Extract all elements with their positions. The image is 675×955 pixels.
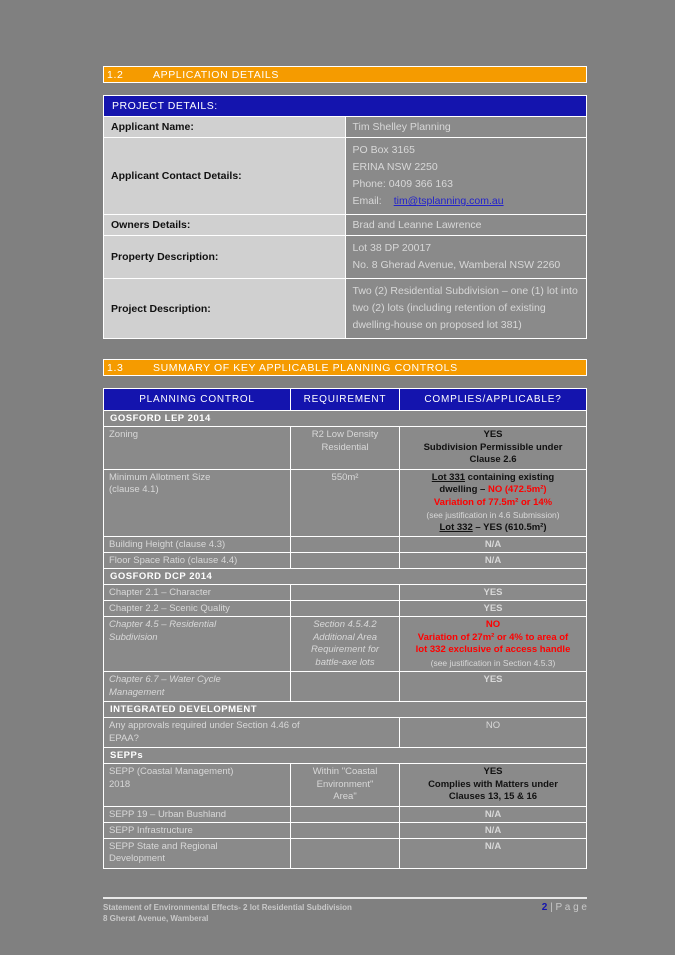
chapter-2-2-requirement xyxy=(291,601,400,617)
project-details-table xyxy=(103,95,587,339)
applicant-name-label: Applicant Name: xyxy=(104,117,346,138)
footer-document-title xyxy=(103,902,352,924)
project-details-header: PROJECT DETAILS: xyxy=(104,96,587,117)
group-row-dcp xyxy=(104,569,587,585)
lot-331-text: containing existing xyxy=(465,471,555,483)
table-row-zoning xyxy=(104,427,587,470)
chapter-2-1-control: Chapter 2.1 – Character xyxy=(104,585,291,601)
zoning-requirement xyxy=(291,427,400,470)
table-row-chapter-2-2 xyxy=(104,601,587,617)
min-allotment-complies-line-5 xyxy=(405,522,581,535)
dwelling-text: dwelling – xyxy=(439,484,488,495)
contact-po-box: PO Box 3165 xyxy=(352,144,415,156)
min-allotment-control-line-2: (clause 4.1) xyxy=(109,484,159,495)
min-allotment-complies xyxy=(400,469,587,537)
project-description-value xyxy=(345,279,587,339)
chapter-4-5-justification: (see justification in Section 4.5.3) xyxy=(430,657,556,668)
owners-value: Brad and Leanne Lawrence xyxy=(345,215,587,236)
sepp-coastal-status: YES xyxy=(483,766,503,777)
chapter-6-7-complies: YES xyxy=(400,672,587,702)
sepp-coastal-control xyxy=(104,764,291,807)
sepp-state-control-line-1: SEPP State and Regional xyxy=(109,840,218,852)
min-allotment-justification: (see justification in 4.6 Submission) xyxy=(426,510,560,520)
email-label: Email: xyxy=(352,195,382,207)
fsr-control: Floor Space Ratio (clause 4.4) xyxy=(104,553,291,569)
sepp-state-control-line-2: Development xyxy=(109,853,165,864)
table-row-min-allotment xyxy=(104,469,587,537)
chapter-4-5-req-line-1: Section 4.5.4.2 xyxy=(313,619,377,630)
integrated-approvals-control xyxy=(104,718,400,748)
project-desc-line-2: two (2) lots (including retention of existing xyxy=(352,302,546,314)
integrated-approvals-complies: NO xyxy=(400,718,587,748)
chapter-4-5-variation-line-2: lot 332 exclusive of access handle xyxy=(415,644,571,655)
lot-331-status: NO (472.5m²) xyxy=(487,484,547,495)
sepp-coastal-control-line-2: 2018 xyxy=(109,778,131,790)
group-row-integrated xyxy=(104,702,587,718)
integrated-approvals-line-2: EPAA? xyxy=(109,732,139,744)
sepp-state-control xyxy=(104,838,291,868)
zoning-complies-line-3: Clause 2.6 xyxy=(469,454,517,465)
sepp-state-requirement xyxy=(291,838,400,868)
email-link[interactable]: tim@tsplanning.com.au xyxy=(393,195,504,207)
sepp-19-complies: N/A xyxy=(400,806,587,822)
footer-line-2: 8 Gherat Avenue, Wamberal xyxy=(103,914,209,923)
table-row-chapter-4-5 xyxy=(104,617,587,672)
property-lot: Lot 38 DP 20017 xyxy=(352,242,432,254)
sepp-coastal-requirement xyxy=(291,764,400,807)
sepp-state-complies: N/A xyxy=(400,838,587,868)
chapter-4-5-control-line-2: Subdivision xyxy=(109,631,158,643)
zoning-complies-line-2: Subdivision Permissible under xyxy=(423,441,563,453)
page-content xyxy=(103,66,587,869)
lot-332-status: – YES (610.5m²) xyxy=(472,521,547,533)
table-row-project-description xyxy=(104,279,587,339)
contact-phone: Phone: 0409 366 163 xyxy=(352,178,453,190)
zoning-control: Zoning xyxy=(104,427,291,470)
table-row-building-height xyxy=(104,537,587,553)
section-number-2: 1.3 xyxy=(107,361,124,374)
chapter-6-7-requirement xyxy=(291,672,400,702)
table-row-chapter-2-1 xyxy=(104,585,587,601)
project-details-header-row xyxy=(104,96,587,117)
chapter-6-7-control-line-1: Chapter 6.7 – Water Cycle xyxy=(109,674,221,685)
chapter-4-5-control xyxy=(104,617,291,672)
sepp-19-control: SEPP 19 – Urban Bushland xyxy=(104,806,291,822)
group-label-integrated: INTEGRATED DEVELOPMENT xyxy=(104,702,587,718)
min-allotment-complies-line-2 xyxy=(405,484,581,497)
page-footer xyxy=(103,897,587,924)
integrated-approvals-line-1: Any approvals required under Section 4.46 of xyxy=(109,720,300,731)
sepp-infrastructure-requirement xyxy=(291,822,400,838)
property-description-label: Property Description: xyxy=(104,236,346,279)
table-row-property xyxy=(104,236,587,279)
section-heading-planning-controls xyxy=(103,359,587,376)
fsr-complies: N/A xyxy=(400,553,587,569)
group-row-sepps xyxy=(104,748,587,764)
property-address: No. 8 Gherad Avenue, Wamberal NSW 2260 xyxy=(352,259,561,271)
chapter-2-2-complies: YES xyxy=(400,601,587,617)
min-allotment-control xyxy=(104,469,291,537)
chapter-4-5-req-line-2: Additional Area xyxy=(312,631,378,643)
group-row-lep xyxy=(104,411,587,427)
chapter-6-7-control-line-2: Management xyxy=(109,686,165,698)
project-description-label: Project Description: xyxy=(104,279,346,339)
fsr-requirement xyxy=(291,553,400,569)
chapter-2-1-requirement xyxy=(291,585,400,601)
sepp-coastal-note-line-2: Clauses 13, 15 & 16 xyxy=(448,791,538,802)
sepp-coastal-note-line-1: Complies with Matters under xyxy=(428,778,558,790)
lot-332-label: Lot 332 xyxy=(439,521,473,533)
project-desc-line-3: dwelling-house on proposed lot 381) xyxy=(352,319,522,331)
table-row-applicant-name xyxy=(104,117,587,138)
property-description-value xyxy=(345,236,587,279)
chapter-4-5-control-line-1: Chapter 4.5 – Residential xyxy=(109,619,217,630)
chapter-4-5-complies xyxy=(400,617,587,672)
sepp-infrastructure-complies: N/A xyxy=(400,822,587,838)
building-height-complies: N/A xyxy=(400,537,587,553)
section-title-2: SUMMARY OF KEY APPLICABLE PLANNING CONTROLS xyxy=(153,361,458,374)
sepp-coastal-req-line-2: Environment" xyxy=(316,778,374,790)
contact-email-row xyxy=(353,193,580,210)
page-label: | P a g e xyxy=(550,902,587,913)
zoning-complies-line-1: YES xyxy=(483,429,503,440)
chapter-6-7-control xyxy=(104,672,291,702)
section-heading-application-details xyxy=(103,66,587,83)
controls-header-row xyxy=(104,389,587,411)
section-title: APPLICATION DETAILS xyxy=(153,68,279,81)
page-number: 2 xyxy=(541,902,548,913)
sepp-19-requirement xyxy=(291,806,400,822)
applicant-name-value: Tim Shelley Planning xyxy=(345,117,587,138)
chapter-4-5-req-line-4: battle-axe lots xyxy=(315,656,375,668)
contact-suburb: ERINA NSW 2250 xyxy=(352,161,438,173)
table-row-integrated-approvals xyxy=(104,718,587,748)
lot-331-label: Lot 331 xyxy=(431,471,466,483)
footer-line-1: Statement of Environmental Effects- 2 lot Residential Subdivision xyxy=(103,903,352,912)
column-header-planning-control: PLANNING CONTROL xyxy=(104,389,291,411)
project-desc-line-1: Two (2) Residential Subdivision – one (1) lot into xyxy=(352,285,578,297)
column-header-complies: COMPLIES/APPLICABLE? xyxy=(400,389,587,411)
footer-page-indicator xyxy=(542,902,587,913)
table-row-sepp-infrastructure xyxy=(104,822,587,838)
building-height-requirement xyxy=(291,537,400,553)
table-row-owners xyxy=(104,215,587,236)
sepp-coastal-req-line-3: Area" xyxy=(333,791,357,802)
section-number: 1.2 xyxy=(107,68,124,81)
zoning-req-line-2: Residential xyxy=(321,441,369,453)
sepp-infrastructure-control: SEPP Infrastructure xyxy=(104,822,291,838)
min-allotment-complies-line-1 xyxy=(405,472,581,485)
chapter-4-5-variation-line-1: Variation of 27m² or 4% to area of xyxy=(417,631,569,643)
table-row-applicant-contact xyxy=(104,138,587,215)
column-header-requirement: REQUIREMENT xyxy=(291,389,400,411)
applicant-contact-label: Applicant Contact Details: xyxy=(104,138,346,215)
table-row-sepp-coastal xyxy=(104,764,587,807)
zoning-complies xyxy=(400,427,587,470)
min-allotment-control-line-1: Minimum Allotment Size xyxy=(109,471,211,483)
table-row-fsr xyxy=(104,553,587,569)
zoning-req-line-1: R2 Low Density xyxy=(311,429,379,440)
sepp-coastal-control-line-1: SEPP (Coastal Management) xyxy=(109,766,234,777)
chapter-4-5-status: NO xyxy=(485,619,501,630)
chapter-2-2-control: Chapter 2.2 – Scenic Quality xyxy=(104,601,291,617)
sepp-coastal-complies xyxy=(400,764,587,807)
sepp-coastal-req-line-1: Within "Coastal xyxy=(312,766,378,777)
table-row-chapter-6-7 xyxy=(104,672,587,702)
planning-controls-table xyxy=(103,388,587,869)
group-label-dcp: GOSFORD DCP 2014 xyxy=(104,569,587,585)
group-label-lep: GOSFORD LEP 2014 xyxy=(104,411,587,427)
min-allotment-variation: Variation of 77.5m² or 14% xyxy=(433,496,553,508)
chapter-2-1-complies: YES xyxy=(400,585,587,601)
chapter-4-5-requirement xyxy=(291,617,400,672)
chapter-4-5-req-line-3: Requirement for xyxy=(310,644,380,655)
group-label-sepps: SEPPs xyxy=(104,748,587,764)
building-height-control: Building Height (clause 4.3) xyxy=(104,537,291,553)
table-row-sepp-19 xyxy=(104,806,587,822)
applicant-contact-value xyxy=(345,138,587,215)
table-row-sepp-state-regional xyxy=(104,838,587,868)
min-allotment-requirement: 550m² xyxy=(291,469,400,537)
owners-label: Owners Details: xyxy=(104,215,346,236)
